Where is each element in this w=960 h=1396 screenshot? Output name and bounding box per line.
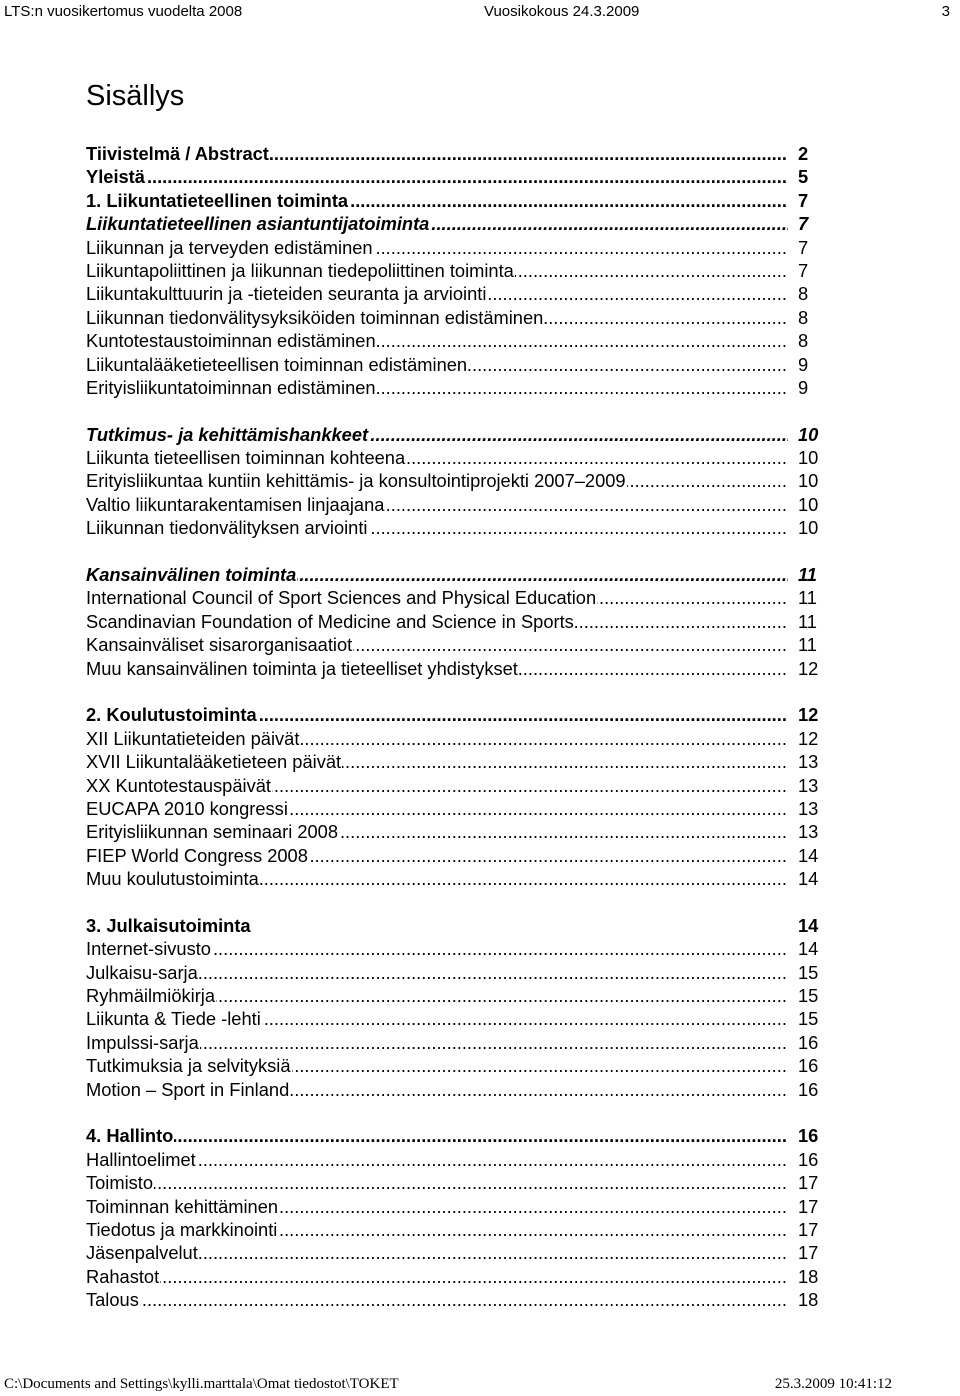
toc-entry-page: 17 <box>788 1241 826 1264</box>
toc-entry[interactable] <box>86 703 826 726</box>
footer-file-path: C:\Documents and Settings\kylli.marttala\Omat tiedostot\TOKET <box>4 1376 399 1392</box>
toc-entry[interactable] <box>86 142 826 165</box>
toc-entry-page: 8 <box>788 282 826 305</box>
toc-entry[interactable] <box>86 914 826 937</box>
toc-entry[interactable] <box>86 844 826 867</box>
toc-group-spacer <box>86 1101 826 1124</box>
toc-entry-page: 10 <box>788 423 826 446</box>
toc-entry-title: XII Liikuntatieteiden päivät <box>86 727 300 749</box>
toc-entry[interactable] <box>86 1288 826 1311</box>
toc-dot-leader <box>86 1171 788 1194</box>
toc-entry-page: 10 <box>788 469 826 492</box>
toc-entry[interactable] <box>86 212 826 235</box>
toc-entry-page: 13 <box>788 774 826 797</box>
toc-entry[interactable] <box>86 984 826 1007</box>
toc-entry[interactable] <box>86 961 826 984</box>
toc-entry-page: 8 <box>788 306 826 329</box>
toc-entry[interactable] <box>86 189 826 212</box>
toc-entry[interactable] <box>86 586 826 609</box>
toc-entry-title: Liikuntakulttuurin ja -tieteiden seuranta ja arviointi <box>86 283 487 305</box>
toc-entry-page: 17 <box>788 1195 826 1218</box>
toc-entry-page: 11 <box>788 633 826 656</box>
toc-entry[interactable] <box>86 1265 826 1288</box>
toc-entry-title: Scandinavian Foundation of Medicine and Science in Sports <box>86 610 574 632</box>
toc-group-spacer <box>86 399 826 422</box>
toc-entry-page: 2 <box>788 142 826 165</box>
toc-entry-title: 1. Liikuntatieteellinen toiminta <box>86 189 349 211</box>
toc-entry-page: 16 <box>788 1031 826 1054</box>
toc-entry-title: FIEP World Congress 2008 <box>86 844 308 866</box>
toc-entry-page: 10 <box>788 516 826 539</box>
toc-entry-title: Erityisliikunnan seminaari 2008 <box>86 821 339 843</box>
toc-entry[interactable] <box>86 1241 826 1264</box>
toc-entry[interactable] <box>86 236 826 259</box>
toc-entry[interactable] <box>86 727 826 750</box>
toc-entry[interactable] <box>86 1148 826 1171</box>
toc-group-spacer <box>86 540 826 563</box>
toc-entry-title: 4. Hallinto <box>86 1125 174 1147</box>
toc-entry-page: 13 <box>788 750 826 773</box>
toc-entry-page: 9 <box>788 376 826 399</box>
toc-group-spacer <box>86 680 826 703</box>
toc-entry-page: 16 <box>788 1148 826 1171</box>
toc-entry-title: Tutkimus- ja kehittämishankkeet <box>86 423 369 445</box>
toc-entry-title: Impulssi-sarja <box>86 1031 199 1053</box>
toc-entry-title: Tiivistelmä / Abstract <box>86 143 269 164</box>
toc-entry-page: 12 <box>788 657 826 680</box>
toc-entry[interactable] <box>86 1078 826 1101</box>
toc-entry-title: Liikuntapoliittinen ja liikunnan tiedepoliittinen toiminta <box>86 259 514 281</box>
toc-entry-title: Liikuntatieteellinen asiantuntijatoiminta <box>86 213 430 235</box>
toc-dot-leader <box>86 1124 788 1147</box>
toc-entry-page: 7 <box>788 189 826 212</box>
toc-entry-title: International Council of Sport Sciences and Physical Education <box>86 587 597 609</box>
toc-entry-title: Julkaisu-sarja <box>86 961 198 983</box>
toc-entry[interactable] <box>86 610 826 633</box>
toc-entry-page: 17 <box>788 1218 826 1241</box>
toc-entry-page: 15 <box>788 961 826 984</box>
toc-entry[interactable] <box>86 1054 826 1077</box>
toc-entry-page: 13 <box>788 797 826 820</box>
toc-entry-title: Valtio liikuntarakentamisen linjaajana <box>86 493 385 515</box>
footer-datetime: 25.3.2009 10:41:12 <box>774 1376 892 1392</box>
toc-entry-page: 8 <box>788 329 826 352</box>
toc-entry-page: 14 <box>788 914 826 937</box>
toc-entry-title: Liikunta & Tiede -lehti <box>86 1008 261 1030</box>
toc-entry-page: 14 <box>788 867 826 890</box>
toc-entry-title: Erityisliikuntatoiminnan edistäminen <box>86 376 376 398</box>
toc-entry-title: Toimisto <box>86 1172 154 1194</box>
toc-entry-title: Muu kansainvälinen toiminta ja tieteelliset yhdistykset <box>86 657 518 679</box>
page-title: Sisällys <box>86 80 185 112</box>
page-footer <box>0 1376 960 1396</box>
toc-entry[interactable] <box>86 329 826 352</box>
header-meeting-date: Vuosikokous 24.3.2009 <box>484 3 640 20</box>
toc-entry[interactable] <box>86 493 826 516</box>
toc-entry[interactable] <box>86 750 826 773</box>
toc-entry[interactable] <box>86 165 826 188</box>
toc-entry[interactable] <box>86 376 826 399</box>
toc-entry[interactable] <box>86 774 826 797</box>
toc-entry-title: 2. Koulutustoiminta <box>86 704 257 726</box>
toc-entry-title: Tiedotus ja markkinointi <box>86 1218 278 1240</box>
toc-entry[interactable] <box>86 1195 826 1218</box>
toc-entry[interactable] <box>86 353 826 376</box>
toc-entry-page: 14 <box>788 844 826 867</box>
toc-entry[interactable] <box>86 282 826 305</box>
toc-entry-page: 18 <box>788 1265 826 1288</box>
toc-entry-title: Muu koulutustoiminta <box>86 868 259 890</box>
toc-entry[interactable] <box>86 563 826 586</box>
toc-entry[interactable] <box>86 516 826 539</box>
toc-entry-title: Kuntotestaustoiminnan edistäminen <box>86 330 376 352</box>
toc-entry-page: 12 <box>788 703 826 726</box>
toc-entry-title: Kansainväliset sisarorganisaatiot <box>86 634 353 656</box>
toc-entry-page: 9 <box>788 353 826 376</box>
toc-entry-title: Tutkimuksia ja selvityksiä <box>86 1055 291 1077</box>
toc-entry-title: 3. Julkaisutoiminta <box>86 914 251 936</box>
toc-dot-leader <box>86 165 788 188</box>
toc-entry[interactable] <box>86 1218 826 1241</box>
header-document-title: LTS:n vuosikertomus vuodelta 2008 <box>4 3 243 20</box>
toc-entry-page: 13 <box>788 820 826 843</box>
toc-entry-title: Liikuntalääketieteellisen toiminnan edistäminen <box>86 353 468 375</box>
toc-entry[interactable] <box>86 469 826 492</box>
toc-entry[interactable] <box>86 423 826 446</box>
toc-dot-leader <box>86 1288 788 1311</box>
page-header <box>0 3 960 25</box>
toc-entry-title: Liikunnan ja terveyden edistäminen <box>86 236 373 258</box>
toc-entry-title: XX Kuntotestauspäivät <box>86 774 271 796</box>
toc-entry-page: 15 <box>788 1007 826 1030</box>
toc-entry-title: Motion – Sport in Finland <box>86 1078 290 1100</box>
toc-entry-page: 14 <box>788 937 826 960</box>
toc-entry[interactable] <box>86 1124 826 1147</box>
toc-entry-page: 7 <box>788 236 826 259</box>
toc-entry[interactable] <box>86 937 826 960</box>
toc-entry[interactable] <box>86 1171 826 1194</box>
toc-entry-page: 11 <box>788 563 826 586</box>
toc-entry-title: XVII Liikuntalääketieteen päivät <box>86 751 342 773</box>
toc-entry-page: 7 <box>788 212 826 235</box>
toc-entry-title: Talous <box>86 1289 139 1311</box>
toc-entry[interactable] <box>86 820 826 843</box>
toc-dot-leader <box>86 1265 788 1288</box>
toc-entry-title: EUCAPA 2010 kongressi <box>86 797 288 819</box>
toc-entry[interactable] <box>86 306 826 329</box>
toc-entry-title: Ryhmäilmiökirja <box>86 985 216 1007</box>
toc-entry[interactable] <box>86 657 826 680</box>
toc-entry-page: 16 <box>788 1078 826 1101</box>
toc-entry[interactable] <box>86 446 826 469</box>
toc-group-spacer <box>86 891 826 914</box>
toc-entry[interactable] <box>86 867 826 890</box>
toc-entry-title: Liikunta tieteellisen toiminnan kohteena <box>86 447 406 469</box>
toc-entry-title: Erityisliikuntaa kuntiin kehittämis- ja konsultointiprojekti 2007–2009 <box>86 470 626 492</box>
toc-entry-page: 16 <box>788 1054 826 1077</box>
toc-entry-page: 11 <box>788 610 826 633</box>
toc-entry[interactable] <box>86 1031 826 1054</box>
toc-entry-page: 12 <box>788 727 826 750</box>
toc-entry[interactable] <box>86 633 826 656</box>
toc-entry-page: 18 <box>788 1288 826 1311</box>
toc-entry-page: 17 <box>788 1171 826 1194</box>
toc-entry-page: 16 <box>788 1124 826 1147</box>
toc-entry-title: Liikunnan tiedonvälityksen arviointi <box>86 517 368 539</box>
toc-entry-page: 15 <box>788 984 826 1007</box>
toc-entry-page: 10 <box>788 493 826 516</box>
toc-entry-title: Hallintoelimet <box>86 1148 196 1170</box>
toc-entry[interactable] <box>86 1007 826 1030</box>
toc-entry-title: Yleistä <box>86 166 145 188</box>
toc-entry-title: Rahastot <box>86 1265 160 1287</box>
toc-entry[interactable] <box>86 797 826 820</box>
table-of-contents <box>86 142 826 1312</box>
toc-entry-page: 10 <box>788 446 826 469</box>
toc-entry-page: 5 <box>788 165 826 188</box>
toc-entry-title: Liikunnan tiedonvälitysyksiköiden toiminnan edistäminen <box>86 306 544 328</box>
toc-entry-title: Jäsenpalvelut <box>86 1242 198 1264</box>
toc-entry-page: 11 <box>788 586 826 609</box>
toc-entry-page: 7 <box>788 259 826 282</box>
toc-entry[interactable] <box>86 259 826 282</box>
toc-entry-title: Internet-sivusto <box>86 938 211 960</box>
toc-entry-title: Toiminnan kehittäminen <box>86 1195 279 1217</box>
toc-entry-title: Kansainvälinen toiminta <box>86 564 297 586</box>
header-page-number: 3 <box>941 3 950 20</box>
